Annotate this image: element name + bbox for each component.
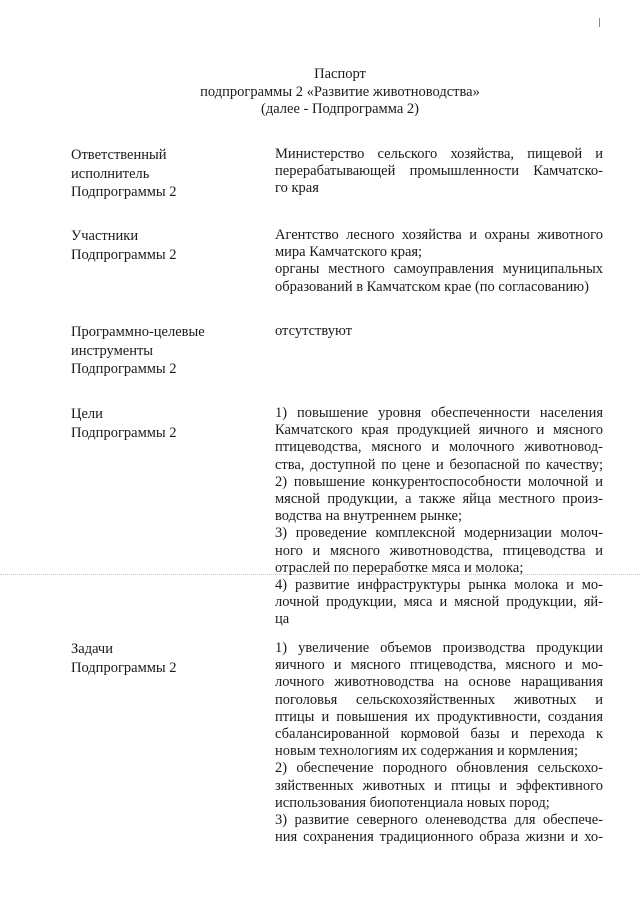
value-line: отсутствуют (275, 323, 352, 339)
scan-mark (599, 18, 600, 27)
row-label-tasks (71, 640, 261, 677)
value-line: зяйственных животных и птицы и эффективного (275, 777, 603, 794)
label-line: Участники (71, 228, 139, 244)
value-line: 4) развитие инфраструктуры рынка молока и мо- (275, 577, 603, 594)
row-value-instruments (275, 323, 603, 340)
value-line: ния сохранения традиционного образа жизни и хо- (275, 829, 603, 846)
value-line: отраслей по переработке мяса и молока; (275, 559, 524, 576)
value-line: ного и мясного животноводства, птицеводства и (275, 542, 603, 559)
value-line: 2) повышение конкурентоспособности молочной и (275, 473, 603, 490)
row-label-participants (71, 227, 261, 264)
title-line-1: Паспорт (314, 66, 366, 82)
value-line: водства на внутреннем рынке; (275, 508, 462, 525)
label-line: Подпрограммы 2 (71, 184, 177, 200)
value-line: Агентство лесного хозяйства и охраны животного (275, 227, 603, 243)
value-line: яичного и мясного птицеводства, мясного и мо- (275, 657, 603, 674)
row-label-goals (71, 405, 261, 442)
value-line: мясной продукции, а также яйца местного произ- (275, 491, 603, 508)
label-line: Программно-целевые (71, 324, 205, 340)
value-line: органы местного самоуправления муниципальных (275, 261, 603, 278)
row-value-goals (275, 405, 603, 629)
value-line: Министерство сельского хозяйства, пищевой и (275, 146, 603, 162)
value-line: 1) увеличение объемов производства продукции (275, 640, 603, 656)
value-line: птицы и повышения их продуктивности, создания (275, 708, 603, 725)
value-line: поголовья сельскохозяйственных животных и (275, 691, 603, 708)
row-label-instruments (71, 323, 261, 379)
value-line: 2) обеспечение породного обновления сельскохо- (275, 760, 603, 777)
row-value-responsible (275, 146, 603, 198)
label-line: Подпрограммы 2 (71, 246, 177, 263)
value-line: сбалансированной кормовой базы и перехода к (275, 726, 603, 743)
label-line: Задачи (71, 641, 113, 657)
row-value-tasks (275, 640, 603, 846)
value-line: го края (275, 180, 319, 197)
value-line: ца (275, 611, 290, 628)
value-line: новым технологиям их содержания и кормления; (275, 743, 578, 760)
label-line: Ответственный (71, 147, 167, 163)
label-line: Цели (71, 406, 103, 422)
label-line: Подпрограммы 2 (71, 424, 177, 441)
value-line: лочной продукции, мяса и мясной продукции, яй- (275, 594, 603, 611)
label-line: инструменты (71, 342, 154, 359)
value-line: 3) проведение комплексной модернизации молоч- (275, 525, 603, 542)
value-line: птицеводства, мясного и молочного животновод- (275, 439, 603, 456)
value-line: ства, доступной по цене и безопасной по качеству; (275, 456, 603, 473)
value-line: лочного животноводства на основе наращивания (275, 674, 603, 691)
value-line: использования биопотенциала новых пород; (275, 794, 550, 811)
value-line: перерабатывающей промышленности Камчатско- (275, 163, 603, 180)
row-value-participants (275, 227, 603, 296)
row-label-responsible (71, 146, 261, 202)
label-line: исполнитель (71, 165, 150, 182)
value-line: 3) развитие северного оленеводства для обеспече- (275, 812, 603, 829)
label-line: Подпрограммы 2 (71, 361, 177, 377)
title-line-2: подпрограммы 2 «Развитие животноводства» (200, 83, 480, 100)
value-line: мира Камчатского края; (275, 244, 423, 261)
value-line: 1) повышение уровня обеспеченности населения (275, 405, 603, 421)
value-line: Камчатского края продукцией яичного и мясного (275, 422, 603, 439)
value-line: образований в Камчатском крае (по согласованию) (275, 278, 589, 295)
title-line-3: (далее - Подпрограмма 2) (261, 101, 419, 117)
document-title (140, 66, 540, 119)
label-line: Подпрограммы 2 (71, 659, 177, 676)
